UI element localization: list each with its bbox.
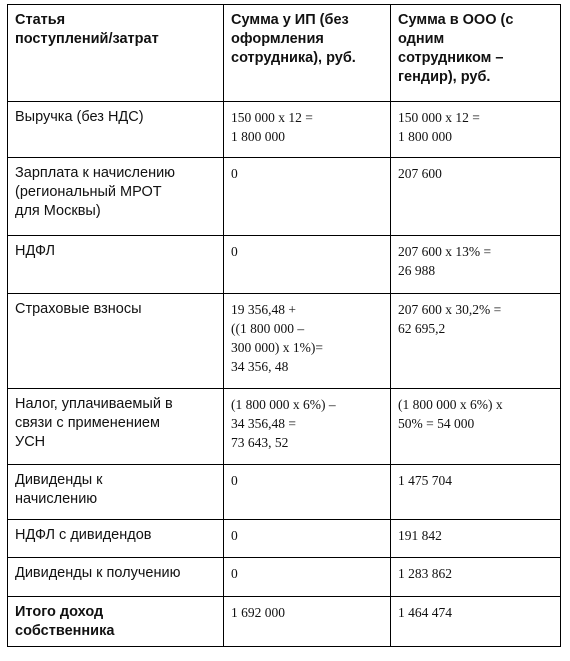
row-label: НДФЛ [15, 243, 56, 259]
row-ooo-value: 207 600 х 30,2% = 62 695,2 [398, 302, 502, 336]
row-label-cell [8, 465, 224, 520]
table-row-total [8, 597, 561, 647]
row-label-cell [8, 389, 224, 465]
row-ooo-cell [391, 236, 561, 294]
row-label-cell [8, 236, 224, 294]
row-ooo-value: 150 000 х 12 = 1 800 000 [398, 110, 480, 144]
total-ip-cell [224, 597, 391, 647]
total-label-cell [8, 597, 224, 647]
row-ooo-value: (1 800 000 х 6%) х 50% = 54 000 [398, 397, 503, 431]
row-ip-cell [224, 558, 391, 597]
row-ooo-cell [391, 102, 561, 158]
row-label: Страховые взносы [15, 301, 142, 317]
header-ip-label: Сумма у ИП (без оформления сотрудника), руб. [231, 12, 356, 66]
row-ooo-cell [391, 294, 561, 389]
row-label: НДФЛ с дивидендов [15, 527, 152, 543]
total-label: Итого доход собственника [15, 604, 115, 639]
row-ip-value: 0 [231, 473, 238, 488]
table-row [8, 389, 561, 465]
row-label-cell [8, 158, 224, 236]
row-ip-value: 0 [231, 566, 238, 581]
row-ooo-cell [391, 558, 561, 597]
header-cell-item [8, 5, 224, 102]
table-row [8, 158, 561, 236]
row-label: Выручка (без НДС) [15, 109, 144, 125]
table-row [8, 558, 561, 597]
table-row [8, 465, 561, 520]
row-ip-value: 0 [231, 244, 238, 259]
row-ooo-value: 1 475 704 [398, 473, 452, 488]
row-ip-cell [224, 389, 391, 465]
row-label-cell [8, 520, 224, 558]
row-ip-cell [224, 102, 391, 158]
table-row [8, 236, 561, 294]
row-ip-value: (1 800 000 х 6%) – 34 356,48 = 73 643, 52 [231, 397, 336, 450]
row-ip-value: 150 000 х 12 = 1 800 000 [231, 110, 313, 144]
row-ip-cell [224, 520, 391, 558]
row-ooo-cell [391, 465, 561, 520]
total-ooo-cell [391, 597, 561, 647]
row-ip-value: 0 [231, 528, 238, 543]
row-ooo-value: 1 283 862 [398, 566, 452, 581]
row-ip-cell [224, 294, 391, 389]
row-label: Налог, уплачиваемый в связи с применением УСН [15, 396, 173, 450]
header-cell-ooo [391, 5, 561, 102]
row-ooo-value: 207 600 х 13% = 26 988 [398, 244, 492, 278]
row-label: Дивиденды к получению [15, 565, 181, 581]
total-ip-value: 1 692 000 [231, 605, 285, 620]
row-ooo-cell [391, 389, 561, 465]
row-label-cell [8, 294, 224, 389]
row-ooo-value: 191 842 [398, 528, 442, 543]
comparison-table [7, 4, 561, 647]
table-row [8, 520, 561, 558]
header-item-label: Статья поступлений/затрат [15, 12, 159, 47]
header-ooo-label: Сумма в ООО (с одним сотрудником – гендир), руб. [398, 12, 514, 85]
row-ip-cell [224, 236, 391, 294]
row-ip-cell [224, 465, 391, 520]
header-cell-ip [224, 5, 391, 102]
row-ip-value: 0 [231, 166, 238, 181]
row-label: Зарплата к начислению (региональный МРОТ для Москвы) [15, 165, 176, 219]
total-ooo-value: 1 464 474 [398, 605, 452, 620]
row-ooo-cell [391, 158, 561, 236]
table-header-row [8, 5, 561, 102]
row-ip-value: 19 356,48 + ((1 800 000 – 300 000) х 1%)= 34 356, 48 [231, 302, 323, 374]
row-ooo-value: 207 600 [398, 166, 442, 181]
table-row [8, 102, 561, 158]
row-ooo-cell [391, 520, 561, 558]
row-label: Дивиденды к начислению [15, 472, 103, 507]
table-row [8, 294, 561, 389]
row-label-cell [8, 558, 224, 597]
row-label-cell [8, 102, 224, 158]
row-ip-cell [224, 158, 391, 236]
